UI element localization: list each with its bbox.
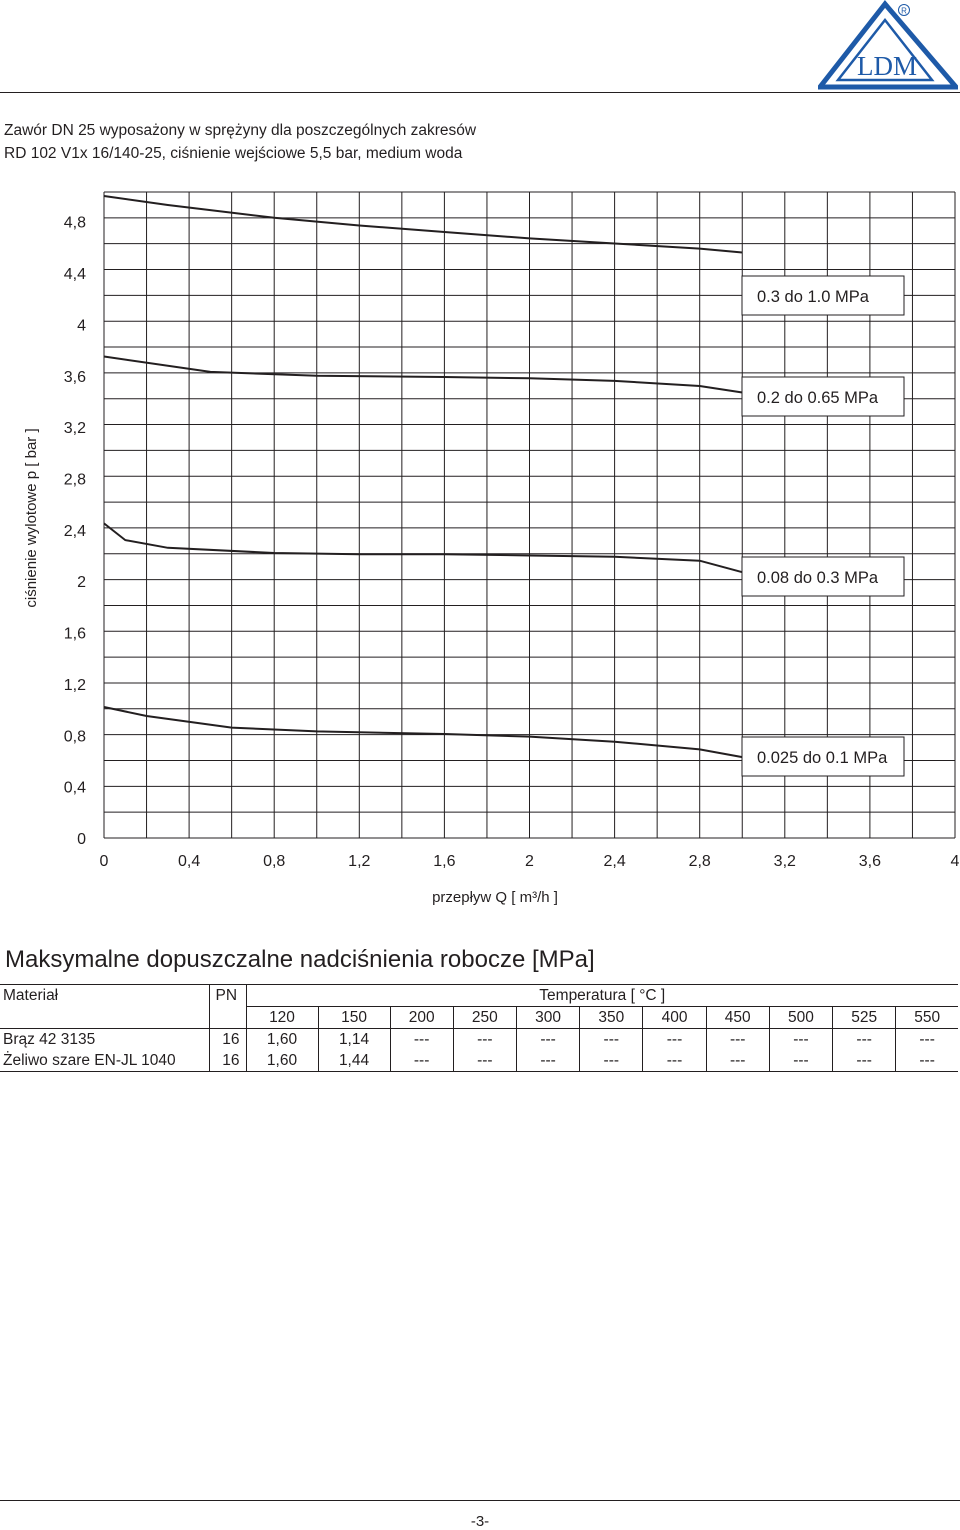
x-tick-label: 0,8 (263, 853, 286, 870)
temperature-row (0, 1007, 958, 1029)
pn-value: 16 (209, 1050, 246, 1072)
series-label: 0.2 do 0.65 MPa (757, 389, 879, 407)
y-tick-label: 4 (77, 317, 86, 335)
x-tick-label: 2,4 (603, 853, 626, 870)
pn-value: 16 (209, 1029, 246, 1051)
x-tick-label: 2 (525, 853, 534, 870)
header-pn: PN (209, 985, 246, 1007)
pressure-table (0, 984, 958, 1072)
temperature-value: 300 (516, 1007, 579, 1029)
material-name: Żeliwo szare EN-JL 1040 (0, 1050, 209, 1072)
pressure-value: --- (896, 1050, 958, 1072)
y-tick-label: 2 (77, 574, 86, 592)
y-tick-label: 4,4 (63, 266, 86, 284)
pressure-value: --- (896, 1029, 958, 1051)
series-line (104, 707, 742, 757)
pressure-value: 1,60 (246, 1050, 318, 1072)
series-line (104, 523, 742, 572)
temperature-value: 550 (896, 1007, 958, 1029)
pressure-value: 1,14 (318, 1029, 390, 1051)
x-tick-label: 2,8 (688, 853, 711, 870)
pressure-value: --- (706, 1029, 769, 1051)
material-name: Brąz 42 3135 (3, 1030, 96, 1048)
pressure-value: --- (390, 1029, 453, 1051)
pressure-value: --- (706, 1050, 769, 1072)
y-axis-label: ciśnienie wylotowe p [ bar ] (23, 428, 40, 608)
y-tick-label: 2,4 (63, 522, 86, 540)
temperature-value: 200 (390, 1007, 453, 1029)
temperature-value: 350 (580, 1007, 643, 1029)
header-temperature: Temperatura [ °C ] (246, 985, 958, 1007)
pressure-value: --- (580, 1050, 643, 1072)
y-tick-label: 0 (77, 831, 86, 848)
y-tick-label: 1,6 (63, 625, 86, 643)
temperature-row-spacer (0, 1007, 209, 1029)
pressure-value: --- (833, 1050, 896, 1072)
series-label: 0.3 do 1.0 MPa (757, 288, 869, 306)
header-material: Materiał (0, 985, 209, 1007)
table-row (0, 1050, 958, 1072)
x-tick-label: 4 (950, 853, 960, 870)
table-row (0, 1029, 958, 1051)
y-tick-label: 3,6 (63, 368, 86, 386)
pressure-value: 1,44 (318, 1050, 390, 1072)
pressure-value: --- (833, 1029, 896, 1051)
description-line-2: RD 102 V1x 16/140-25, ciśnienie wejściowe 5,5 bar, medium woda (4, 145, 463, 162)
ldm-logo (818, 0, 958, 90)
y-tick-label: 0,4 (63, 779, 86, 797)
y-tick-label: 4,8 (63, 214, 86, 232)
pressure-value: --- (643, 1050, 706, 1072)
footer-rule (0, 1500, 960, 1501)
registered-mark: R (901, 6, 907, 16)
table-header-row (0, 985, 958, 1007)
pressure-value: --- (453, 1050, 516, 1072)
table-title: Maksymalne dopuszczalne nadciśnienia robocze [MPa] (5, 946, 595, 973)
series-label: 0.08 do 0.3 MPa (757, 569, 879, 587)
description (4, 119, 476, 165)
temperature-value: 525 (833, 1007, 896, 1029)
temperature-row-spacer-pn (209, 1007, 246, 1029)
y-tick-label: 0,8 (63, 728, 86, 746)
y-tick-label: 3,2 (63, 420, 86, 438)
logo-text: LDM (857, 51, 917, 81)
temperature-value: 120 (246, 1007, 318, 1029)
x-tick-label: 3,2 (773, 853, 796, 870)
x-tick-label: 0,4 (177, 853, 201, 870)
temperature-value: 500 (769, 1007, 832, 1029)
temperature-value: 250 (453, 1007, 516, 1029)
header-rule (0, 92, 960, 93)
pressure-value: --- (516, 1029, 579, 1051)
pressure-value: 1,60 (246, 1029, 318, 1051)
pressure-value: --- (643, 1029, 706, 1051)
x-tick-label: 1,2 (348, 853, 371, 870)
temperature-value: 150 (318, 1007, 390, 1029)
pressure-flow-chart (0, 170, 960, 930)
pressure-value: --- (580, 1029, 643, 1051)
temperature-value: 400 (643, 1007, 706, 1029)
x-tick-label: 0 (99, 853, 109, 870)
pressure-value: --- (769, 1029, 832, 1051)
x-tick-label: 1,6 (433, 853, 456, 870)
pressure-value: --- (453, 1029, 516, 1051)
pressure-value: --- (516, 1050, 579, 1072)
y-tick-label: 2,8 (63, 471, 86, 489)
x-tick-label: 3,6 (858, 853, 882, 870)
series-label: 0.025 do 0.1 MPa (757, 749, 888, 767)
series-line (104, 357, 742, 393)
y-tick-label: 1,2 (63, 676, 86, 694)
temperature-value: 450 (706, 1007, 769, 1029)
pressure-value: --- (390, 1050, 453, 1072)
page-number: -3- (470, 1513, 490, 1530)
pressure-value: --- (769, 1050, 832, 1072)
description-line-1: Zawór DN 25 wyposażony w sprężyny dla poszczególnych zakresów (4, 122, 477, 139)
x-axis-label: przepływ Q [ m³/h ] (432, 889, 558, 906)
